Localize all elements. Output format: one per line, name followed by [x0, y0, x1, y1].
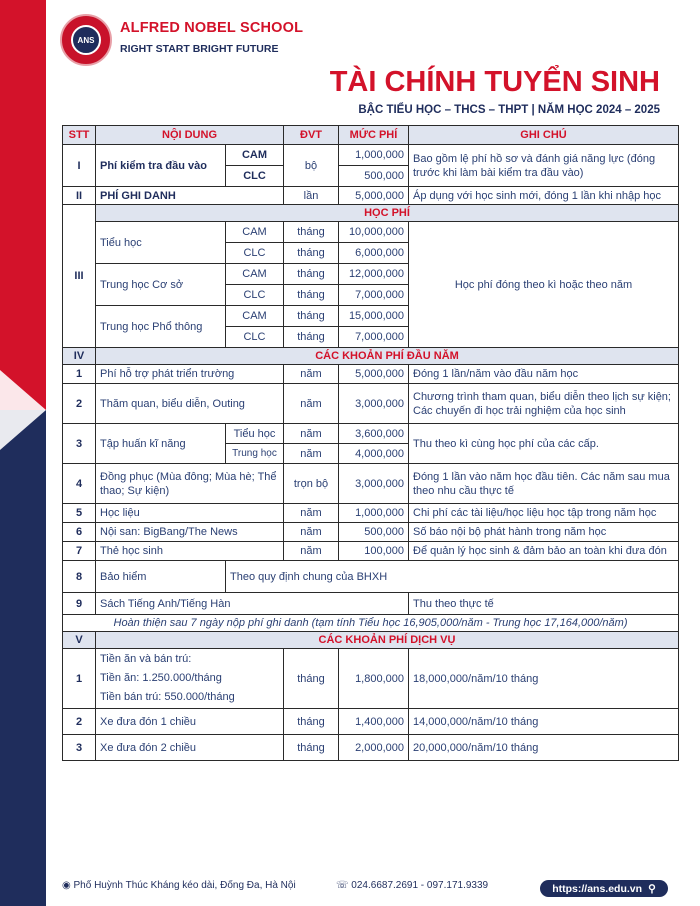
table-row: [63, 504, 679, 523]
note-cell: Thu theo kì cùng học phí của các cấp.: [409, 424, 679, 464]
row-label: PHÍ GHI DANH: [96, 187, 284, 205]
sub-level: Tiểu học: [226, 424, 284, 444]
row-label: Xe đưa đón 1 chiều: [96, 709, 284, 735]
fee-cell: 6,000,000: [339, 243, 409, 264]
unit-cell: năm: [284, 424, 339, 444]
sub-level: Trung học: [226, 444, 284, 464]
col-header-content: NỘI DUNG: [96, 126, 284, 145]
row-number: 1: [63, 649, 96, 709]
section-header: CÁC KHOẢN PHÍ ĐẦU NĂM: [96, 348, 679, 365]
fee-cell: 5,000,000: [339, 365, 409, 384]
col-header-note: GHI CHÚ: [409, 126, 679, 145]
school-name: ALFRED NOBEL SCHOOL: [120, 20, 304, 36]
school-logo: [60, 14, 112, 66]
note-cell: Số báo nội bộ phát hành trong năm học: [409, 523, 679, 542]
row-number: 4: [63, 464, 96, 504]
col-header-unit: ĐVT: [284, 126, 339, 145]
row-number: 3: [63, 735, 96, 761]
section-header: CÁC KHOẢN PHÍ DỊCH VỤ: [96, 632, 679, 649]
unit-cell: bộ: [284, 145, 339, 187]
unit-cell: lần: [284, 187, 339, 205]
section-header-row: [63, 348, 679, 365]
note-cell: Theo quy định chung của BHXH: [226, 561, 679, 593]
table-row: [63, 222, 679, 243]
fee-cell: 500,000: [339, 523, 409, 542]
fee-table: [62, 125, 679, 761]
section-header-row: [63, 205, 679, 222]
table-row: [63, 735, 679, 761]
fee-cell: 100,000: [339, 542, 409, 561]
meal-title: Tiền ăn và bán trú:: [100, 653, 192, 665]
row-label: Xe đưa đón 2 chiều: [96, 735, 284, 761]
row-label: [96, 649, 284, 709]
row-label: Sách Tiếng Anh/Tiếng Hàn: [96, 593, 409, 615]
row-number: 6: [63, 523, 96, 542]
left-stripe-wedge: [0, 0, 46, 906]
note-cell: Học phí đóng theo kì hoặc theo năm: [409, 222, 679, 348]
program-type: CAM: [226, 306, 284, 327]
row-number: 1: [63, 365, 96, 384]
row-number: IV: [63, 348, 96, 365]
logo-text: ANS: [71, 25, 101, 55]
table-row: [63, 542, 679, 561]
program-type: CAM: [226, 145, 284, 166]
row-label: Thăm quan, biểu diễn, Outing: [96, 384, 284, 424]
table-row: [63, 709, 679, 735]
fee-cell: 2,000,000: [339, 735, 409, 761]
fee-cell: 3,600,000: [339, 424, 409, 444]
note-cell: Áp dụng với học sinh mới, đóng 1 lần khi nhập học: [409, 187, 679, 205]
table-row: [63, 187, 679, 205]
program-type: CLC: [226, 243, 284, 264]
fee-cell: 12,000,000: [339, 264, 409, 285]
unit-cell: năm: [284, 542, 339, 561]
fee-cell: 15,000,000: [339, 306, 409, 327]
row-label: Học liệu: [96, 504, 284, 523]
unit-cell: năm: [284, 384, 339, 424]
row-number: 3: [63, 424, 96, 464]
phone-icon: ☏: [336, 880, 349, 891]
note-cell: Đóng 1 lần/năm vào đầu năm học: [409, 365, 679, 384]
row-number: 2: [63, 384, 96, 424]
note-cell: 18,000,000/năm/10 tháng: [409, 649, 679, 709]
footnote-row: [63, 615, 679, 632]
boarding-fee-line: Tiền bán trú: 550.000/tháng: [100, 691, 235, 703]
table-row: [63, 424, 679, 444]
table-header-row: [63, 126, 679, 145]
school-slogan: RIGHT START BRIGHT FUTURE: [120, 43, 279, 55]
col-header-stt: STT: [63, 126, 96, 145]
website-badge[interactable]: [540, 880, 668, 897]
fee-cell: 3,000,000: [339, 464, 409, 504]
fee-cell: 1,400,000: [339, 709, 409, 735]
fee-cell: 1,800,000: [339, 649, 409, 709]
unit-cell: năm: [284, 523, 339, 542]
table-row: [63, 649, 679, 709]
location-pin-icon: ◉: [62, 880, 71, 891]
row-number: V: [63, 632, 96, 649]
table-row: [63, 145, 679, 166]
table-row: [63, 593, 679, 615]
row-label: Đồng phục (Mùa đông; Mùa hè; Thể thao; Sự kiện): [96, 464, 284, 504]
col-header-fee: MỨC PHÍ: [339, 126, 409, 145]
section-header: HỌC PHÍ: [96, 205, 679, 222]
unit-cell: tháng: [284, 243, 339, 264]
level-label: Tiểu học: [96, 222, 226, 264]
note-cell: Bao gồm lệ phí hồ sơ và đánh giá năng lực (đóng trước khi làm bài kiểm tra đầu vào): [409, 145, 679, 187]
fee-cell: 1,000,000: [339, 145, 409, 166]
program-type: CLC: [226, 285, 284, 306]
meal-fee-line: Tiền ăn: 1.250.000/tháng: [100, 672, 222, 684]
unit-cell: năm: [284, 504, 339, 523]
row-label: Phí kiểm tra đầu vào: [96, 145, 226, 187]
program-type: CLC: [226, 327, 284, 348]
table-row: [63, 561, 679, 593]
unit-cell: tháng: [284, 327, 339, 348]
footer-phone: [336, 880, 488, 891]
unit-cell: tháng: [284, 306, 339, 327]
row-number: 7: [63, 542, 96, 561]
row-number: III: [63, 205, 96, 348]
address-text: Phố Huỳnh Thúc Kháng kéo dài, Đống Đa, Hà Nội: [73, 880, 296, 891]
fee-cell: 10,000,000: [339, 222, 409, 243]
note-cell: Để quản lý học sinh & đảm bảo an toàn khi đưa đón: [409, 542, 679, 561]
level-label: Trung học Phổ thông: [96, 306, 226, 348]
search-icon: ⚲: [648, 882, 656, 895]
fee-cell: 5,000,000: [339, 187, 409, 205]
note-cell: 20,000,000/năm/10 tháng: [409, 735, 679, 761]
row-number: 8: [63, 561, 96, 593]
footer-address: [62, 880, 296, 891]
website-link[interactable]: https://ans.edu.vn: [552, 882, 643, 895]
unit-cell: năm: [284, 365, 339, 384]
fee-cell: 7,000,000: [339, 285, 409, 306]
table-row: [63, 365, 679, 384]
note-cell: Thu theo thực tế: [409, 593, 679, 615]
note-cell: 14,000,000/năm/10 tháng: [409, 709, 679, 735]
note-cell: Đóng 1 lần vào năm học đầu tiên. Các năm sau mua theo nhu cầu thực tế: [409, 464, 679, 504]
fee-cell: 500,000: [339, 166, 409, 187]
row-label: Thẻ học sinh: [96, 542, 284, 561]
unit-cell: tháng: [284, 709, 339, 735]
row-number: 5: [63, 504, 96, 523]
phone-text: 024.6687.2691 - 097.171.9339: [351, 880, 489, 891]
program-type: CLC: [226, 166, 284, 187]
program-type: CAM: [226, 264, 284, 285]
row-label: Nội san: BigBang/The News: [96, 523, 284, 542]
section-header-row: [63, 632, 679, 649]
unit-cell: tháng: [284, 649, 339, 709]
unit-cell: năm: [284, 444, 339, 464]
row-label: Bảo hiểm: [96, 561, 226, 593]
level-label: Trung học Cơ sở: [96, 264, 226, 306]
fee-cell: 1,000,000: [339, 504, 409, 523]
page-title: TÀI CHÍNH TUYỂN SINH: [329, 66, 660, 98]
fee-cell: 7,000,000: [339, 327, 409, 348]
unit-cell: tháng: [284, 264, 339, 285]
unit-cell: tháng: [284, 285, 339, 306]
unit-cell: trọn bộ: [284, 464, 339, 504]
row-label: Phí hỗ trợ phát triển trường: [96, 365, 284, 384]
table-row: [63, 384, 679, 424]
page-subtitle: BẬC TIỂU HỌC – THCS – THPT | NĂM HỌC 2024 – 2025: [358, 104, 660, 116]
program-type: CAM: [226, 222, 284, 243]
table-row: [63, 464, 679, 504]
row-number: I: [63, 145, 96, 187]
fee-cell: 4,000,000: [339, 444, 409, 464]
row-label: Tập huấn kĩ năng: [96, 424, 226, 464]
unit-cell: tháng: [284, 735, 339, 761]
unit-cell: tháng: [284, 222, 339, 243]
row-number: 2: [63, 709, 96, 735]
row-number: 9: [63, 593, 96, 615]
footnote: Hoàn thiện sau 7 ngày nộp phí ghi danh (tạm tính Tiểu học 16,905,000/năm - Trung học 17,164,000/năm): [63, 615, 679, 632]
row-number: II: [63, 187, 96, 205]
note-cell: Chương trình tham quan, biểu diễn theo lịch sự kiện; Các chuyến đi học trải nghiệm của học sinh: [409, 384, 679, 424]
table-row: [63, 523, 679, 542]
fee-cell: 3,000,000: [339, 384, 409, 424]
note-cell: Chi phí các tài liệu/học liệu học tập trong năm học: [409, 504, 679, 523]
